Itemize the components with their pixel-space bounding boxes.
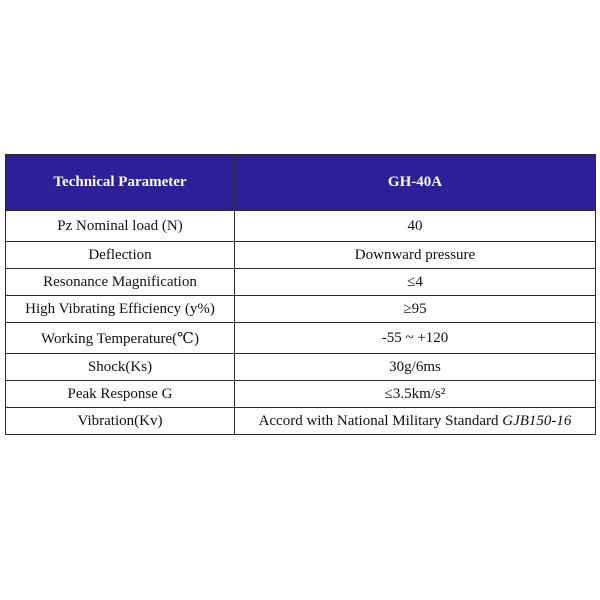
value-text: Accord with National Military Standard <box>258 412 499 429</box>
table-row <box>6 269 596 296</box>
header-parameter: Technical Parameter <box>6 155 235 211</box>
param-cell: High Vibrating Efficiency (y%) <box>6 296 235 323</box>
param-cell: Working Temperature(℃) <box>6 323 235 354</box>
param-cell: Resonance Magnification <box>6 269 235 296</box>
value-cell: ≥95 <box>235 296 596 323</box>
spec-table-body <box>6 211 596 435</box>
value-cell: 40 <box>235 211 596 242</box>
param-cell: Vibration(Kv) <box>6 408 235 435</box>
table-row <box>6 381 596 408</box>
value-cell: Downward pressure <box>235 242 596 269</box>
table-row <box>6 354 596 381</box>
spec-table <box>5 154 596 435</box>
value-cell: 30g/6ms <box>235 354 596 381</box>
param-cell: Shock(Ks) <box>6 354 235 381</box>
param-cell: Peak Response G <box>6 381 235 408</box>
standard-code: GJB150-16 <box>502 412 572 429</box>
table-row <box>6 211 596 242</box>
table-row <box>6 408 596 435</box>
param-cell: Deflection <box>6 242 235 269</box>
header-model: GH-40A <box>235 155 596 211</box>
value-cell <box>235 408 596 435</box>
value-cell: ≤4 <box>235 269 596 296</box>
value-cell: ≤3.5km/s² <box>235 381 596 408</box>
header-row <box>6 155 596 211</box>
table-row <box>6 323 596 354</box>
param-cell: Pz Nominal load (N) <box>6 211 235 242</box>
value-cell: -55 ~ +120 <box>235 323 596 354</box>
spec-table-header <box>6 155 596 211</box>
table-row <box>6 242 596 269</box>
table-row <box>6 296 596 323</box>
